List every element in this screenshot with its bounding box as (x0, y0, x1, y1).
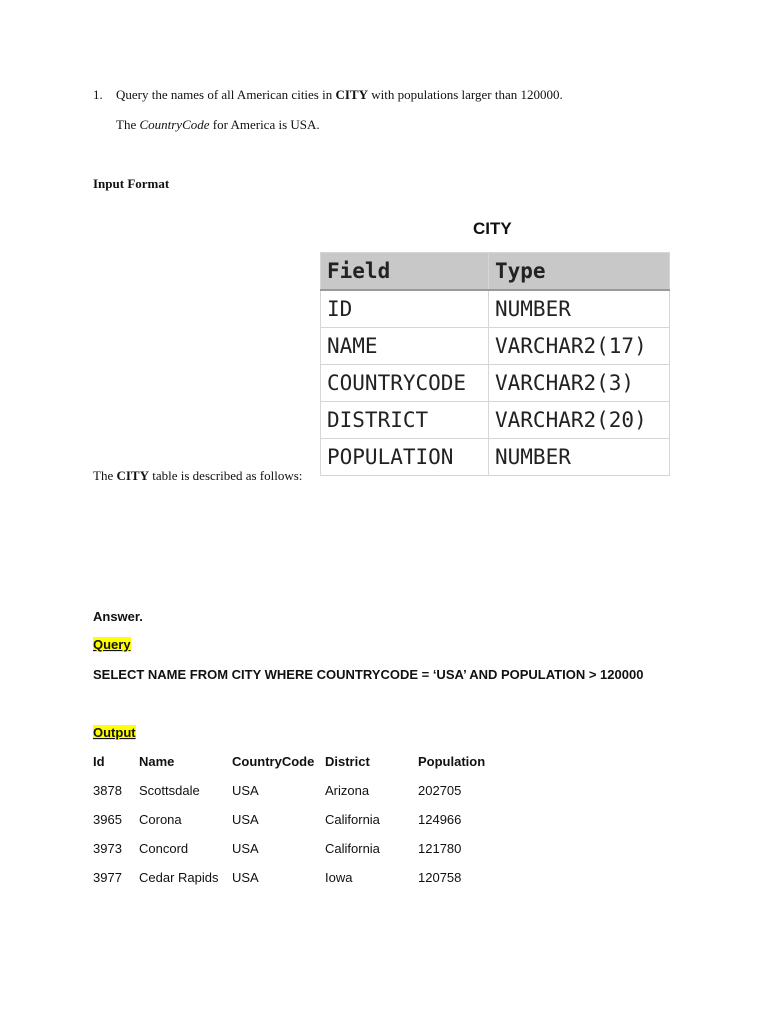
query-text: SELECT NAME FROM CITY WHERE COUNTRYCODE = ‘USA’ AND POPULATION > 120000 (93, 667, 644, 682)
question-line-1-prefix: Query the names of all American cities in (116, 87, 336, 102)
output-header-population: Population (418, 754, 486, 769)
schema-header-row (321, 253, 670, 291)
output-header-name: Name (139, 754, 175, 769)
output-cell-district: California (325, 812, 380, 827)
schema-type-cell: VARCHAR2(20) (489, 402, 670, 439)
question-line-2-suffix: for America is USA. (209, 117, 320, 132)
schema-field-cell: COUNTRYCODE (321, 365, 489, 402)
input-format-heading: Input Format (93, 176, 170, 191)
output-cell-population: 121780 (418, 841, 462, 856)
output-row (93, 863, 518, 892)
output-cell-id: 3973 (93, 841, 122, 856)
schema-row (321, 290, 670, 328)
schema-type-cell: VARCHAR2(3) (489, 365, 670, 402)
output-cell-district: Arizona (325, 783, 370, 798)
output-cell-population: 120758 (418, 870, 462, 885)
schema-row (321, 439, 670, 476)
table-caption (93, 468, 302, 484)
output-cell-district: California (325, 841, 380, 856)
question-line-2 (116, 117, 320, 133)
output-cell-countrycode: USA (232, 812, 259, 827)
schema-header-field: Field (321, 253, 489, 291)
output-row (93, 805, 518, 834)
answer-heading: Answer. (93, 609, 143, 624)
output-cell-name: Concord (139, 841, 189, 856)
table-caption-table-name: CITY (116, 468, 149, 483)
schema-field-cell: POPULATION (321, 439, 489, 476)
query-label: Query (93, 637, 131, 652)
output-cell-id: 3977 (93, 870, 122, 885)
question-line-2-prefix: The (116, 117, 140, 132)
schema-type-cell: VARCHAR2(17) (489, 328, 670, 365)
question-line-2-column-name: CountryCode (139, 117, 210, 132)
question-line-1-table-name: CITY (335, 87, 368, 102)
output-header-countrycode: CountryCode (232, 754, 315, 769)
schema-field-cell: DISTRICT (321, 402, 489, 439)
output-label-wrap (93, 725, 136, 740)
schema-field-cell: ID (321, 290, 489, 328)
schema-type-cell: NUMBER (489, 439, 670, 476)
output-table (93, 747, 518, 892)
output-header-row (93, 747, 518, 776)
question-number: 1. (93, 87, 103, 102)
output-row (93, 834, 518, 863)
city-schema-table (320, 252, 670, 476)
question-line-1-suffix: with populations larger than 120000. (368, 87, 563, 102)
output-cell-name: Scottsdale (139, 783, 200, 798)
output-cell-population: 124966 (418, 812, 462, 827)
output-cell-countrycode: USA (232, 841, 259, 856)
city-table-title: CITY (473, 219, 512, 238)
table-caption-prefix: The (93, 468, 117, 483)
output-cell-id: 3878 (93, 783, 122, 798)
output-cell-name: Cedar Rapids (139, 870, 219, 885)
output-header-district: District (325, 754, 370, 769)
output-cell-countrycode: USA (232, 783, 259, 798)
schema-type-cell: NUMBER (489, 290, 670, 328)
output-row (93, 776, 518, 805)
output-header-id: Id (93, 754, 105, 769)
schema-header-type: Type (489, 253, 670, 291)
schema-row (321, 365, 670, 402)
output-cell-countrycode: USA (232, 870, 259, 885)
schema-row (321, 328, 670, 365)
output-cell-name: Corona (139, 812, 182, 827)
schema-field-cell: NAME (321, 328, 489, 365)
output-cell-district: Iowa (325, 870, 353, 885)
question-line-1 (116, 87, 563, 103)
table-caption-suffix: table is described as follows: (148, 468, 303, 483)
output-cell-id: 3965 (93, 812, 122, 827)
output-cell-population: 202705 (418, 783, 462, 798)
schema-row (321, 402, 670, 439)
query-label-wrap (93, 637, 131, 652)
output-label: Output (93, 725, 136, 740)
